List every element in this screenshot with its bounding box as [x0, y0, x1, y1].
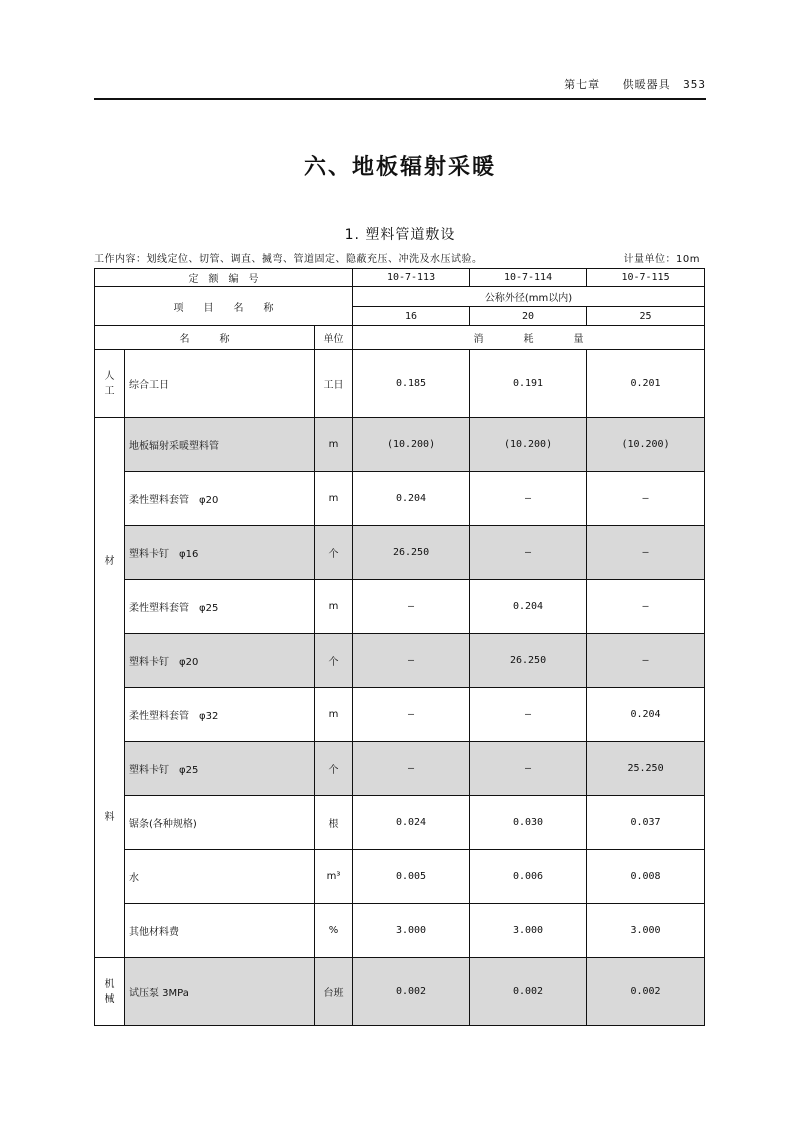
table-row	[95, 958, 705, 1026]
page-header	[94, 76, 706, 100]
unit-note: 计量单位：10m	[623, 254, 700, 265]
size-1: 16	[353, 307, 470, 326]
row-value: (10.200)	[353, 418, 470, 472]
row-name: 柔性塑料套管 φ32	[125, 688, 315, 742]
row-value: 0.191	[470, 350, 587, 418]
category-material-bottom: 料	[104, 812, 115, 823]
column-header-row	[95, 326, 705, 350]
row-unit: m	[315, 688, 353, 742]
row-value: —	[587, 526, 705, 580]
table-row	[95, 580, 705, 634]
row-value: 26.250	[353, 526, 470, 580]
row-value: 0.204	[587, 688, 705, 742]
category-machinery	[95, 958, 125, 1026]
row-unit: m	[315, 418, 353, 472]
table-row	[95, 634, 705, 688]
row-value: 0.185	[353, 350, 470, 418]
row-value: 0.201	[587, 350, 705, 418]
quota-table	[94, 268, 705, 1026]
row-unit: 根	[315, 796, 353, 850]
row-value: —	[470, 472, 587, 526]
row-unit: 个	[315, 526, 353, 580]
table-row	[95, 796, 705, 850]
row-value: —	[587, 580, 705, 634]
spec-row	[95, 287, 705, 307]
col-consumption-label: 消 耗 量	[353, 326, 705, 350]
row-value: 3.000	[587, 904, 705, 958]
row-name: 其他材料费	[125, 904, 315, 958]
table-row	[95, 850, 705, 904]
row-name: 锯条(各种规格)	[125, 796, 315, 850]
row-value: 0.002	[353, 958, 470, 1026]
category-labor-label: 人工	[104, 370, 115, 397]
row-value: 0.008	[587, 850, 705, 904]
row-value: 25.250	[587, 742, 705, 796]
quota-code-1: 10-7-113	[353, 269, 470, 287]
col-unit-label: 单位	[315, 326, 353, 350]
row-name: 柔性塑料套管 φ25	[125, 580, 315, 634]
subsection-title: 1. 塑料管道敷设	[344, 227, 456, 243]
row-value: —	[470, 742, 587, 796]
row-value: 0.030	[470, 796, 587, 850]
row-value: —	[587, 472, 705, 526]
row-name: 水	[125, 850, 315, 904]
row-unit: %	[315, 904, 353, 958]
row-name: 地板辐射采暖塑料管	[125, 418, 315, 472]
size-3: 25	[587, 307, 705, 326]
table-row	[95, 350, 705, 418]
row-value: (10.200)	[587, 418, 705, 472]
category-material	[95, 418, 125, 958]
work-content-line	[94, 250, 706, 266]
row-value: —	[587, 634, 705, 688]
quota-code-2: 10-7-114	[470, 269, 587, 287]
row-unit: 台班	[315, 958, 353, 1026]
section-label: 供暖器具	[622, 78, 671, 91]
row-value: —	[353, 634, 470, 688]
row-value: 0.204	[470, 580, 587, 634]
row-unit: m	[315, 472, 353, 526]
row-value: 3.000	[353, 904, 470, 958]
row-name: 综合工日	[125, 350, 315, 418]
row-value: (10.200)	[470, 418, 587, 472]
category-machinery-label: 机械	[104, 978, 115, 1005]
row-value: —	[470, 526, 587, 580]
row-unit: 工日	[315, 350, 353, 418]
row-name: 塑料卡钉 φ16	[125, 526, 315, 580]
row-value: 0.002	[470, 958, 587, 1026]
row-value: 0.024	[353, 796, 470, 850]
row-value: —	[353, 580, 470, 634]
row-name: 塑料卡钉 φ25	[125, 742, 315, 796]
row-name: 塑料卡钉 φ20	[125, 634, 315, 688]
row-value: —	[470, 688, 587, 742]
row-value: 3.000	[470, 904, 587, 958]
row-value: 0.002	[587, 958, 705, 1026]
table-row	[95, 742, 705, 796]
row-value: 0.005	[353, 850, 470, 904]
row-value: —	[353, 742, 470, 796]
table-row	[95, 526, 705, 580]
row-unit: m	[315, 580, 353, 634]
row-unit: 个	[315, 742, 353, 796]
quota-code-row	[95, 269, 705, 287]
quota-code-label: 定 额 编 号	[95, 269, 353, 287]
category-labor	[95, 350, 125, 418]
category-material-top: 材	[104, 556, 115, 567]
section-title: 六、地板辐射采暖	[303, 155, 496, 180]
row-value: —	[353, 688, 470, 742]
row-value: 26.250	[470, 634, 587, 688]
work-content: 工作内容：划线定位、切管、调直、揻弯、管道固定、隐蔽充压、冲洗及水压试验。	[94, 254, 483, 265]
table-row	[95, 904, 705, 958]
row-unit: 个	[315, 634, 353, 688]
row-name: 柔性塑料套管 φ20	[125, 472, 315, 526]
row-unit: m³	[315, 850, 353, 904]
page-number: 353	[683, 78, 706, 91]
row-name: 试压泵 3MPa	[125, 958, 315, 1026]
table-row	[95, 418, 705, 472]
item-name-label: 项 目 名 称	[95, 287, 353, 326]
spec-label: 公称外径(mm以内)	[353, 287, 705, 307]
chapter-label: 第七章	[564, 78, 601, 91]
size-2: 20	[470, 307, 587, 326]
row-value: 0.037	[587, 796, 705, 850]
table-row	[95, 472, 705, 526]
quota-code-3: 10-7-115	[587, 269, 705, 287]
col-name-label: 名 称	[95, 326, 315, 350]
row-value: 0.204	[353, 472, 470, 526]
table-row	[95, 688, 705, 742]
row-value: 0.006	[470, 850, 587, 904]
